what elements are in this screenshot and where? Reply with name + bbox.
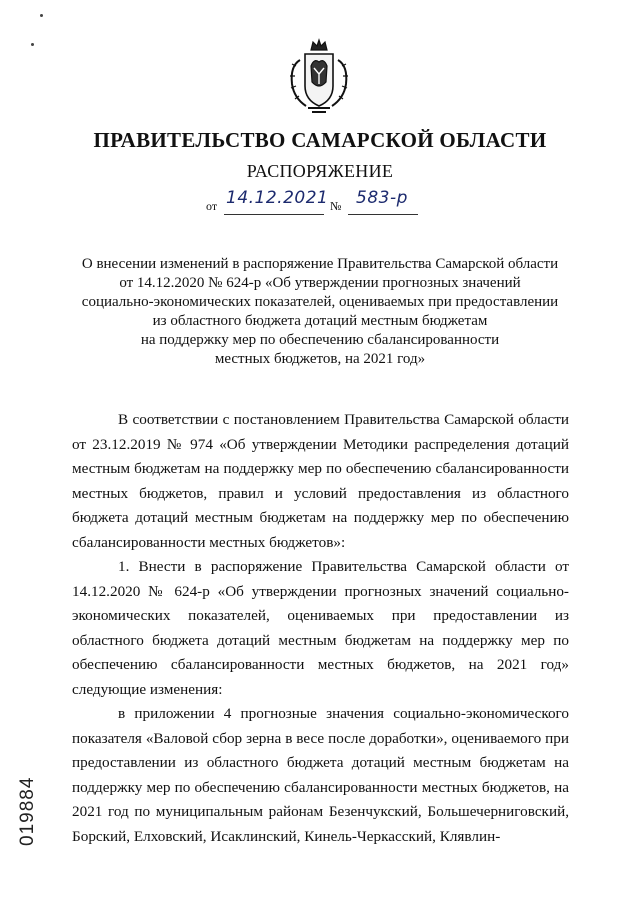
subject-line: на поддержку мер по обеспечению сбалансированности: [140, 332, 500, 348]
subject-line: от 14.12.2020 № 624-р «Об утверждении прогнозных значений: [119, 275, 521, 291]
subject-line: социально-экономических показателей, оцениваемых при предоставлении: [81, 294, 559, 310]
subject-line: местных бюджетов, на 2021 год»: [214, 351, 426, 367]
body-paragraph: 1. Внести в распоряжение Правительства Самарской области от 14.12.2020 № 624-р «Об утверждении прогнозных значений социально-экономических показателей, оцениваемых при предоставлении из областного бюджета дотаций местным бюджетам на поддержку мер по обеспечению сбалансированности местных бюджетов, на 2021 год» следующие изменения:: [72, 558, 569, 698]
date-number-line: [206, 190, 446, 216]
government-title: ПРАВИТЕЛЬСТВО САМАРСКОЙ ОБЛАСТИ: [93, 128, 547, 152]
document-number: 583-р: [356, 188, 408, 208]
date-from-label: от: [206, 199, 218, 213]
subject-line: О внесении изменений в распоряжение Правительства Самарской области: [81, 256, 559, 272]
scan-speck: [40, 14, 43, 17]
number-underline: [348, 214, 418, 215]
body-paragraph: в приложении 4 прогнозные значения социально-экономического показателя «Валовой сбор зерна в весе после доработки», оцениваемого при предоставлении из областного бюджета дотаций местным бюджетам на поддержку мер по обеспечению сбалансированности местных бюджетов, на 2021 год по муниципальным районам Безенчукский, Большечерниговский, Борский, Елховский, Исаклинский, Кинель-Черкасский, Клявлин-: [72, 705, 569, 845]
document-subject: [60, 255, 580, 369]
body-paragraph: В соответствии с постановлением Правительства Самарской области от 23.12.2019 № 974 «Об утверждении Методики распределения дотаций местным бюджетам на поддержку мер по обеспечению сбалансированности местных бюджетов, правил и условий предоставления из областного бюджета дотаций местным бюджетам на поддержку мер по обеспечению сбалансированности местных бюджетов»:: [72, 411, 569, 551]
document-body: [72, 408, 569, 849]
number-label: №: [330, 199, 342, 213]
date-underline: [224, 214, 324, 215]
subject-line: из областного бюджета дотаций местным бюджетам: [152, 313, 488, 329]
document-type: РАСПОРЯЖЕНИЕ: [246, 161, 394, 181]
coat-of-arms-emblem: [286, 36, 352, 116]
scan-speck: [31, 43, 34, 46]
document-date: 14.12.2021: [226, 188, 329, 208]
side-document-number: 019884: [17, 776, 38, 846]
